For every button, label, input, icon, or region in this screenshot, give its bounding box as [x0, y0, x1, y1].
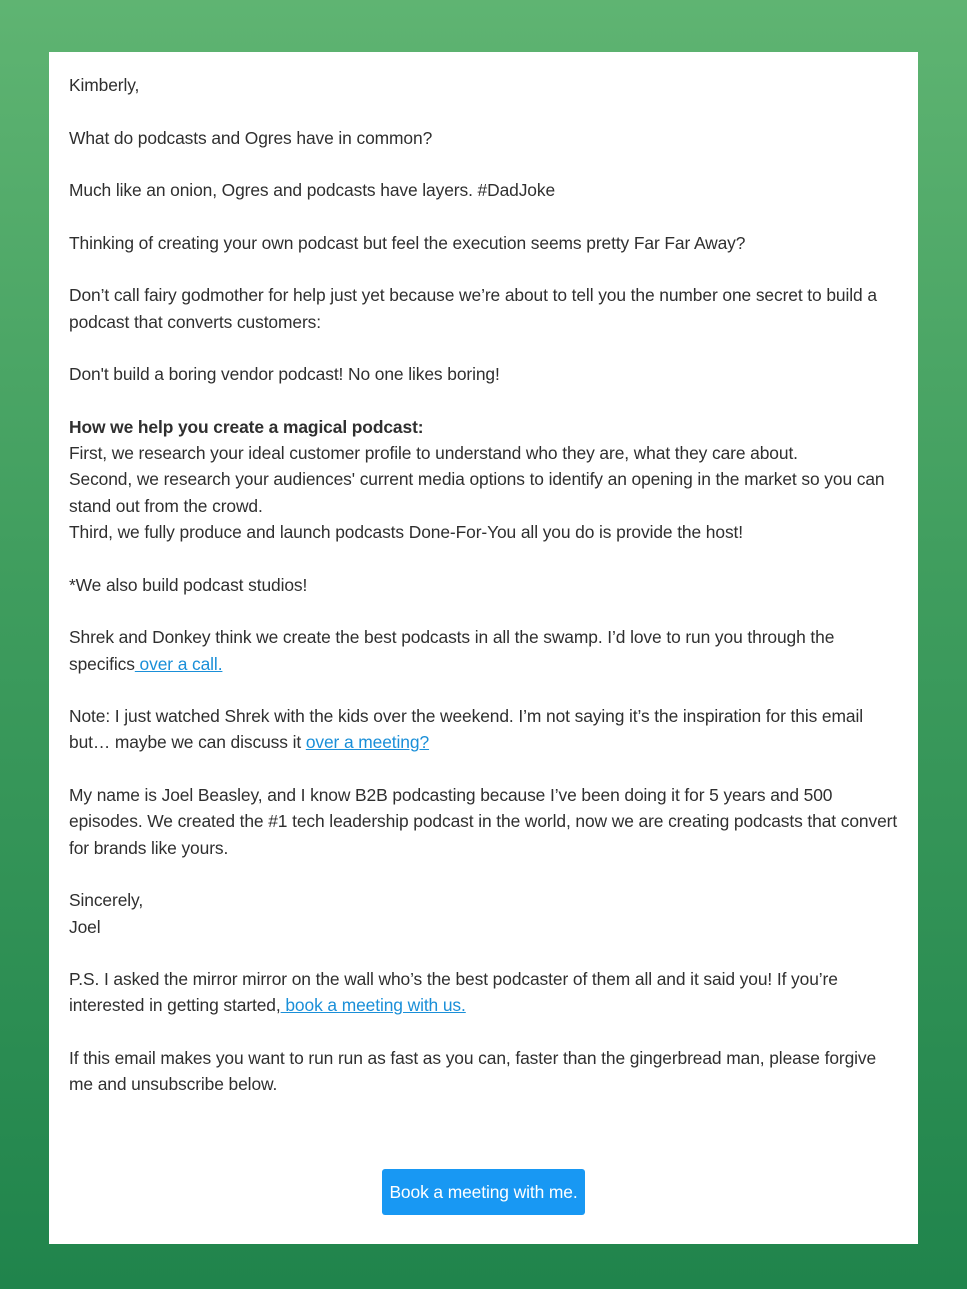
signature-block: [69, 887, 899, 940]
help-step-second: Second, we research your audiences' current media options to identify an opening in the market so you can stand out from the crowd.: [69, 469, 885, 516]
ps-paragraph: [69, 966, 899, 1019]
answer-line: Much like an onion, Ogres and podcasts have layers. #DadJoke: [69, 180, 556, 201]
greeting: Kimberly,: [69, 75, 140, 95]
signoff: Sincerely,: [69, 890, 144, 911]
signature-name: Joel: [69, 916, 101, 937]
secret-paragraph: Don’t call fairy godmother for help just yet because we’re about to tell you the number one secret to build a podcast that converts customers:: [69, 285, 877, 332]
book-meeting-button[interactable]: Book a meeting with me.: [382, 1169, 584, 1215]
shrek-paragraph: [69, 624, 899, 677]
unsubscribe-paragraph: If this email makes you want to run run as fast as you can, faster than the gingerbread man, please forgive me and unsubscribe below.: [69, 1047, 877, 1095]
cta-container: [49, 1169, 918, 1215]
note-paragraph: [69, 703, 899, 756]
email-body: [69, 72, 899, 1098]
help-step-third: Third, we fully produce and launch podcasts Done-For-You all you do is provide the host!: [69, 522, 744, 543]
boring-line: Don't build a boring vendor podcast! No one likes boring!: [69, 364, 500, 385]
note-text: Note: I just watched Shrek with the kids over the weekend. I’m not saying it’s the inspiration for this email but… maybe we can discuss it: [69, 706, 863, 753]
bio-paragraph: My name is Joel Beasley, and I know B2B podcasting because I’ve been doing it for 5 years and 500 episodes. We created the #1 tech leadership podcast in the world, now we are creating podcasts that convert for brands like yours.: [69, 785, 898, 858]
help-heading: How we help you create a magical podcast:: [69, 416, 424, 437]
thinking-line: Thinking of creating your own podcast but feel the execution seems pretty Far Far Away?: [69, 232, 746, 253]
email-card: [49, 52, 918, 1244]
help-section: [69, 414, 899, 545]
book-meeting-link[interactable]: book a meeting with us.: [280, 995, 466, 1016]
shrek-text: Shrek and Donkey think we create the best podcasts in all the swamp. I’d love to run you through the specifics: [69, 627, 835, 674]
help-step-first: First, we research your ideal customer profile to understand who they are, what they care about.: [69, 443, 798, 464]
over-a-meeting-link[interactable]: over a meeting?: [305, 732, 430, 753]
studios-line: *We also build podcast studios!: [69, 574, 308, 595]
question-line: What do podcasts and Ogres have in common?: [69, 127, 433, 148]
over-a-call-link[interactable]: over a call.: [134, 653, 223, 674]
ps-text: P.S. I asked the mirror mirror on the wall who’s the best podcaster of them all and it said you! If you’re interested in getting started,: [69, 969, 838, 1016]
